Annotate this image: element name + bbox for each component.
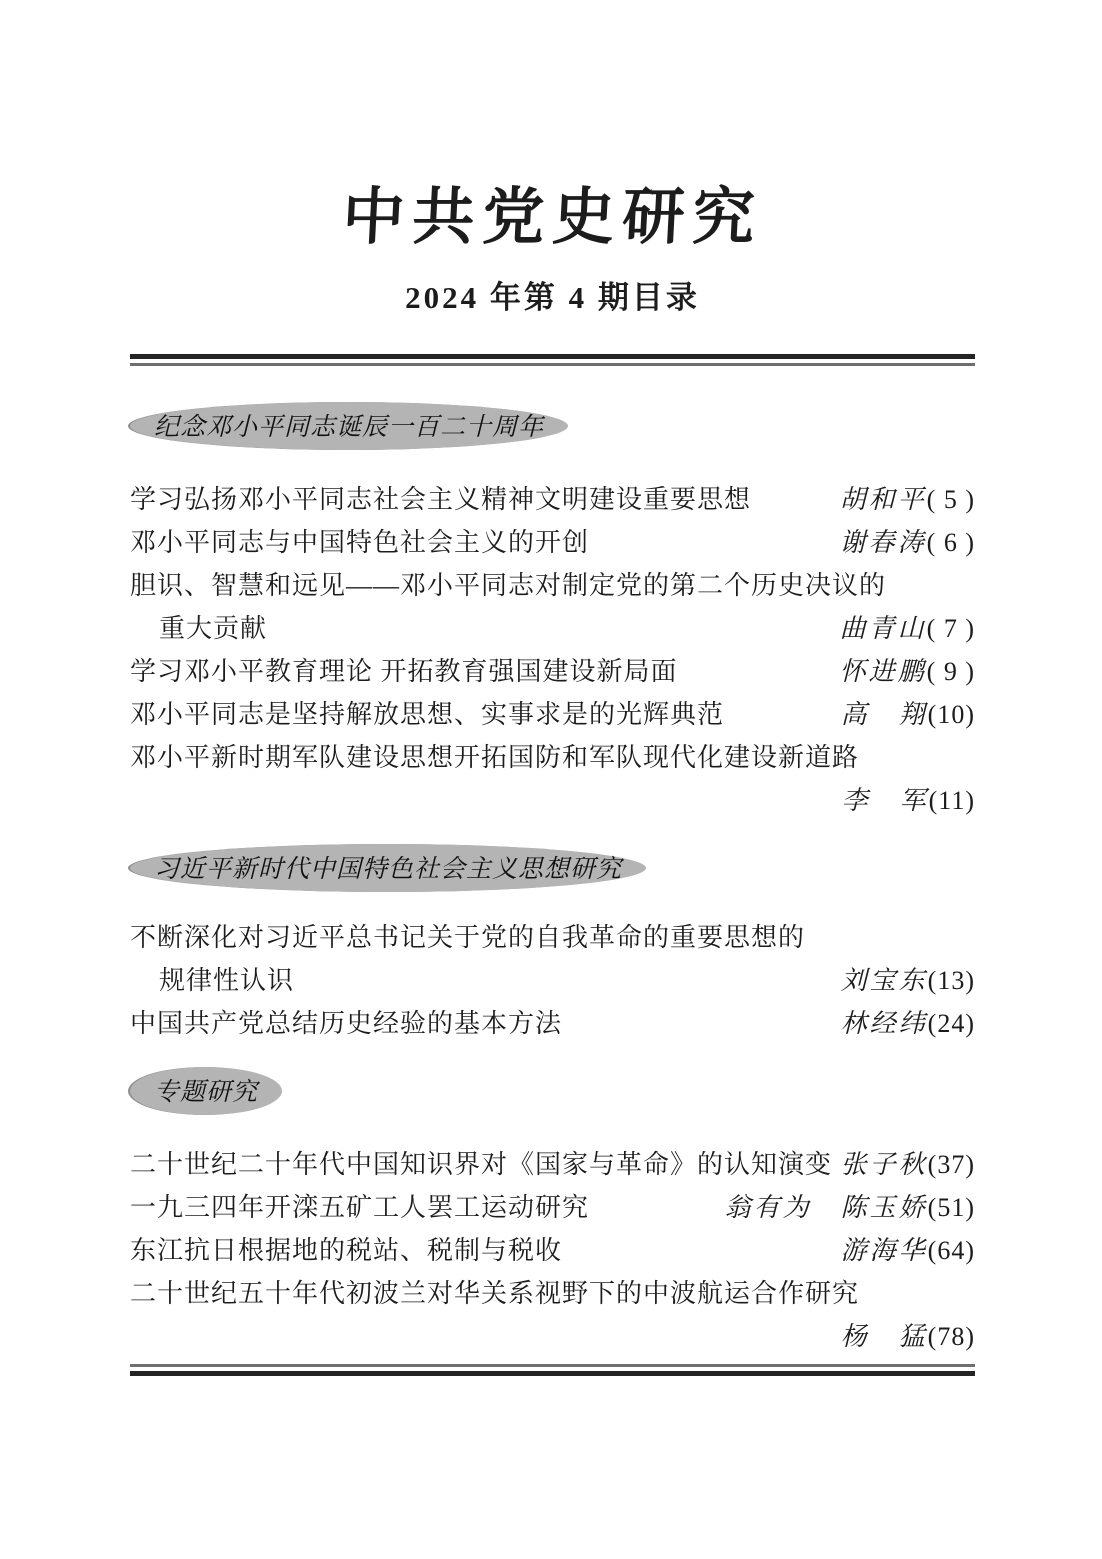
- toc-row: [130, 916, 975, 959]
- article-title: 邓小平同志是坚持解放思想、实事求是的光辉典范: [130, 700, 725, 729]
- article-author: 杨 猛: [840, 1322, 928, 1351]
- section-badge: 专题研究: [130, 1067, 282, 1115]
- article-author: 游海华: [840, 1236, 928, 1265]
- bottom-double-rule: [130, 1364, 975, 1376]
- toc-row: [130, 693, 975, 736]
- article-author: 刘宝东: [840, 966, 928, 995]
- section-3: [130, 1067, 975, 1115]
- toc-row: [130, 1229, 975, 1272]
- article-byline: [840, 521, 975, 564]
- article-title: 不断深化对习近平总书记关于党的自我革命的重要思想的: [130, 923, 806, 952]
- toc-row: [130, 650, 975, 693]
- section-1: [130, 402, 975, 450]
- article-byline: [841, 1229, 975, 1272]
- article-title: 学习邓小平教育理论 开拓教育强国建设新局面: [130, 657, 678, 686]
- journal-title: 中共党史研究: [340, 184, 765, 252]
- toc-row: [130, 1186, 975, 1229]
- toc-row: [130, 736, 975, 779]
- article-byline: [841, 1143, 975, 1186]
- article-author: 胡和平: [839, 485, 927, 514]
- article-author: 谢春涛: [839, 528, 927, 557]
- article-title-continuation: 规律性认识: [159, 966, 295, 995]
- article-page-number: (10): [927, 700, 975, 729]
- issue-line: 2024 年第 4 期目录: [405, 280, 700, 315]
- article-page-number: ( 7 ): [926, 614, 975, 643]
- section-badge: 习近平新时代中国特色社会主义思想研究: [130, 844, 646, 892]
- article-page-number: ( 6 ): [926, 528, 975, 557]
- toc-row: [130, 779, 975, 822]
- section-2: [130, 844, 975, 892]
- article-page-number: (51): [927, 1193, 975, 1222]
- article-author: 林经纬: [840, 1009, 928, 1038]
- article-title: 学习弘扬邓小平同志社会主义精神文明建设重要思想: [130, 485, 752, 514]
- article-page-number: (64): [927, 1236, 975, 1265]
- article-byline: [840, 607, 975, 650]
- toc-row: [130, 564, 975, 607]
- article-page-number: ( 9 ): [926, 657, 975, 686]
- article-byline: [842, 779, 975, 822]
- article-page-number: (11): [928, 786, 975, 815]
- toc-row: [130, 1143, 975, 1186]
- article-byline: [840, 650, 975, 693]
- article-author: 张子秋: [840, 1150, 928, 1179]
- article-byline: [841, 1002, 975, 1045]
- article-author: 曲青山: [839, 614, 927, 643]
- article-author: 怀进鹏: [839, 657, 927, 686]
- top-double-rule: [130, 354, 975, 366]
- article-title: 二十世纪二十年代中国知识界对《国家与革命》的认知演变: [130, 1150, 833, 1179]
- toc-row: [130, 1272, 975, 1315]
- article-page-number: (78): [927, 1322, 975, 1351]
- article-title: 东江抗日根据地的税站、税制与税收: [130, 1236, 563, 1265]
- article-byline: [725, 1186, 975, 1229]
- article-byline: [840, 478, 975, 521]
- article-title: 二十世纪五十年代初波兰对华关系视野下的中波航运合作研究: [130, 1279, 860, 1308]
- article-title: 胆识、智慧和远见——邓小平同志对制定党的第二个历史决议的: [130, 571, 887, 600]
- article-byline: [841, 693, 975, 736]
- section-badge: 纪念邓小平同志诞辰一百二十周年: [130, 402, 568, 450]
- section-1-articles: [130, 478, 975, 822]
- article-byline: [841, 1315, 975, 1358]
- article-author: 高 翔: [840, 700, 928, 729]
- toc-row: [130, 959, 975, 1002]
- article-page-number: (13): [927, 966, 975, 995]
- article-author: 翁有为 陈玉娇: [724, 1193, 928, 1222]
- toc-row: [130, 607, 975, 650]
- toc-row: [130, 521, 975, 564]
- article-title-continuation: 重大贡献: [159, 614, 268, 643]
- article-title: 邓小平新时期军队建设思想开拓国防和军队现代化建设新道路: [130, 743, 860, 772]
- section-3-articles: [130, 1143, 975, 1358]
- article-page-number: ( 5 ): [926, 485, 975, 514]
- article-byline: [841, 959, 975, 1002]
- article-title: 邓小平同志与中国特色社会主义的开创: [130, 528, 590, 557]
- toc-row: [130, 478, 975, 521]
- article-page-number: (37): [927, 1150, 975, 1179]
- article-page-number: (24): [927, 1009, 975, 1038]
- section-2-articles: [130, 916, 975, 1045]
- toc-row: [130, 1002, 975, 1045]
- article-author: 李 军: [841, 786, 929, 815]
- toc-row: [130, 1315, 975, 1358]
- article-title: 一九三四年开滦五矿工人罢工运动研究: [130, 1193, 590, 1222]
- article-title: 中国共产党总结历史经验的基本方法: [130, 1009, 563, 1038]
